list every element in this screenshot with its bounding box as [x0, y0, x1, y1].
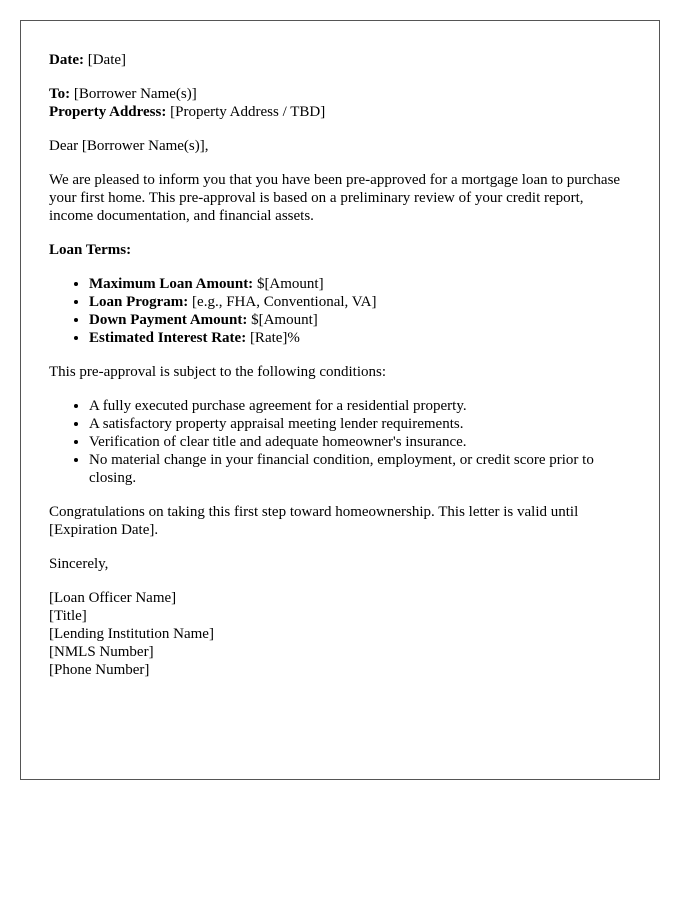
conditions-intro: This pre-approval is subject to the following conditions:: [49, 364, 387, 380]
to-line: [49, 85, 631, 103]
recipient-block: [49, 85, 631, 121]
loan-term-item: [89, 293, 631, 311]
property-address-value: [Property Address / TBD]: [170, 104, 326, 120]
condition-item: • Verification of clear title and adequate homeowner's insurance.: [89, 433, 631, 451]
loan-term-item: [89, 329, 631, 347]
date-value: [Date]: [87, 52, 127, 68]
loan-terms-heading: [49, 241, 631, 259]
loan-terms-heading-text: Loan Terms:: [49, 242, 132, 258]
loan-term-label: Estimated Interest Rate:: [89, 330, 247, 346]
phone-number: [Phone Number]: [49, 662, 150, 678]
sign-off: Sincerely,: [49, 556, 109, 572]
loan-term-value: [Rate]%: [249, 330, 300, 346]
loan-term-label: Loan Program:: [89, 294, 189, 310]
condition-item: • A fully executed purchase agreement for a residential property.: [89, 397, 631, 415]
date-label: Date:: [49, 52, 84, 68]
loan-term-item: [89, 311, 631, 329]
loan-term-label: Down Payment Amount:: [89, 312, 248, 328]
salutation: Dear [Borrower Name(s)],: [49, 138, 209, 154]
loan-term-value: $[Amount]: [256, 276, 324, 292]
intro-paragraph: We are pleased to inform you that you have been pre-approved for a mortgage loan to purchase your first home. This pre-approval is based on a preliminary review of your credit report, income documentation, and financial assets.: [49, 172, 621, 224]
loan-term-label: Maximum Loan Amount:: [89, 276, 254, 292]
date-line: [49, 51, 631, 69]
loan-terms-list: [49, 275, 631, 347]
property-address-line: [49, 103, 631, 121]
loan-term-item: [89, 275, 631, 293]
to-label: To:: [49, 86, 71, 102]
officer-title: [Title]: [49, 608, 87, 624]
nmls-number: [NMLS Number]: [49, 644, 154, 660]
loan-term-value: $[Amount]: [251, 312, 318, 328]
condition-item: • A satisfactory property appraisal meeting lender requirements.: [89, 415, 631, 433]
condition-item: • No material change in your financial condition, employment, or credit score prior to closing.: [89, 451, 631, 487]
loan-term-value: [e.g., FHA, Conventional, VA]: [192, 294, 377, 310]
to-value: [Borrower Name(s)]: [73, 86, 197, 102]
lending-institution-name: [Lending Institution Name]: [49, 626, 214, 642]
loan-officer-name: [Loan Officer Name]: [49, 590, 177, 606]
property-address-label: Property Address:: [49, 104, 167, 120]
conditions-list: [49, 397, 631, 487]
pre-approval-letter: [20, 20, 660, 780]
closing-paragraph: Congratulations on taking this first step toward homeownership. This letter is valid until [Expiration Date].: [49, 504, 579, 538]
signature-block: [49, 589, 631, 679]
